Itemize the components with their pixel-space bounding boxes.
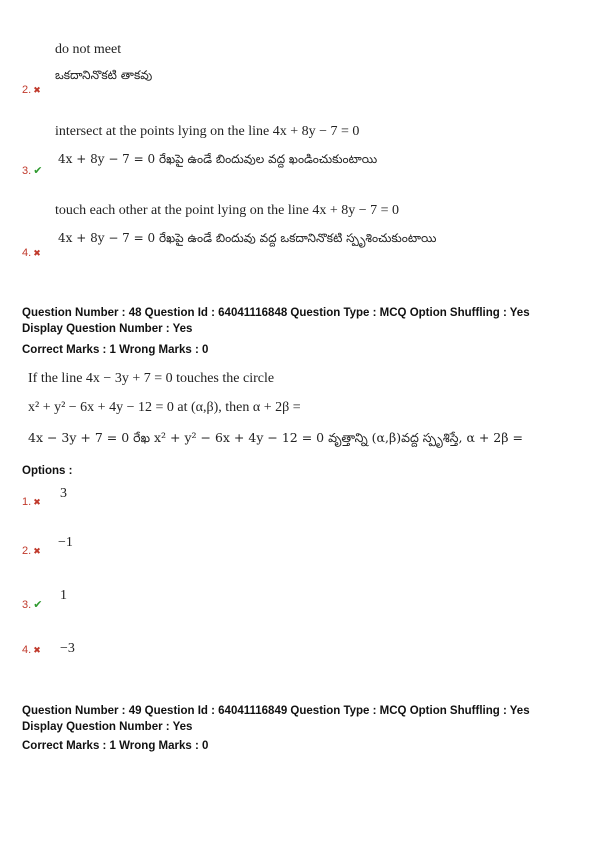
question-48-text-te: 4x − 3y + 7 = 0 రేఖ x² + y² − 6x + 4y − 12 = 0 వృత్తాన్ని (α,β)వద్ద స్పృశిస్తే, α + 2β =: [28, 430, 523, 445]
question-49-marks: Correct Marks : 1 Wrong Marks : 0: [22, 740, 209, 752]
cross-mark-icon: ✖: [33, 248, 41, 258]
option-3-value: 1: [60, 588, 67, 603]
option-3-marker: [22, 598, 42, 611]
option-number: 4.: [22, 247, 32, 259]
question-49-header: Question Number : 49 Question Id : 64041116849 Question Type : MCQ Option Shuffling : Yes: [22, 705, 530, 717]
option-4-marker: [22, 644, 41, 656]
option-4-marker: [22, 247, 41, 259]
question-49-display-number: Display Question Number : Yes: [22, 721, 193, 733]
options-label: Options :: [22, 465, 73, 477]
option-1-text-en: do not meet: [55, 42, 122, 57]
question-48-marks: Correct Marks : 1 Wrong Marks : 0: [22, 344, 209, 356]
question-48-display-number: Display Question Number : Yes: [22, 323, 193, 335]
cross-mark-icon: ✖: [33, 85, 41, 95]
option-2-marker: [22, 84, 41, 96]
cross-mark-icon: ✖: [33, 497, 41, 507]
option-4-text-te: 4x + 8y − 7 = 0 రేఖపై ఉండే బిందువు వద్ద ఒకదానినొకటి స్పృశించుకుంటాయి: [58, 231, 437, 245]
check-mark-icon: ✔: [33, 599, 43, 611]
option-number: 3.: [22, 165, 32, 177]
cross-mark-icon: ✖: [33, 546, 41, 556]
check-mark-icon: ✔: [33, 165, 43, 177]
option-3-marker: [22, 164, 42, 177]
option-4-text-en: touch each other at the point lying on the line 4x + 8y − 7 = 0: [55, 203, 400, 218]
option-4-value: −3: [60, 641, 75, 656]
question-48-header: Question Number : 48 Question Id : 64041116848 Question Type : MCQ Option Shuffling : Yes: [22, 307, 530, 319]
option-3-text-te: 4x + 8y − 7 = 0 రేఖపై ఉండే బిందువుల వద్ద ఖండించుకుంటాయి: [58, 152, 378, 166]
option-2-text-te: ఒకదానినొకటి తాకవు: [55, 68, 153, 82]
option-number: 1.: [22, 496, 32, 508]
question-48-text-en-line1: If the line 4x − 3y + 7 = 0 touches the circle: [28, 371, 275, 386]
question-48-text-en-line2: x² + y² − 6x + 4y − 12 = 0 at (α,β), then α + 2β =: [28, 400, 301, 415]
option-2-marker: [22, 545, 41, 557]
option-number: 3.: [22, 599, 32, 611]
option-number: 2.: [22, 545, 32, 557]
option-1-value: 3: [60, 486, 67, 501]
option-2-value: −1: [58, 535, 73, 550]
option-number: 2.: [22, 84, 32, 96]
option-number: 4.: [22, 644, 32, 656]
option-1-marker: [22, 496, 41, 508]
cross-mark-icon: ✖: [33, 645, 41, 655]
option-3-text-en: intersect at the points lying on the line 4x + 8y − 7 = 0: [55, 124, 360, 139]
